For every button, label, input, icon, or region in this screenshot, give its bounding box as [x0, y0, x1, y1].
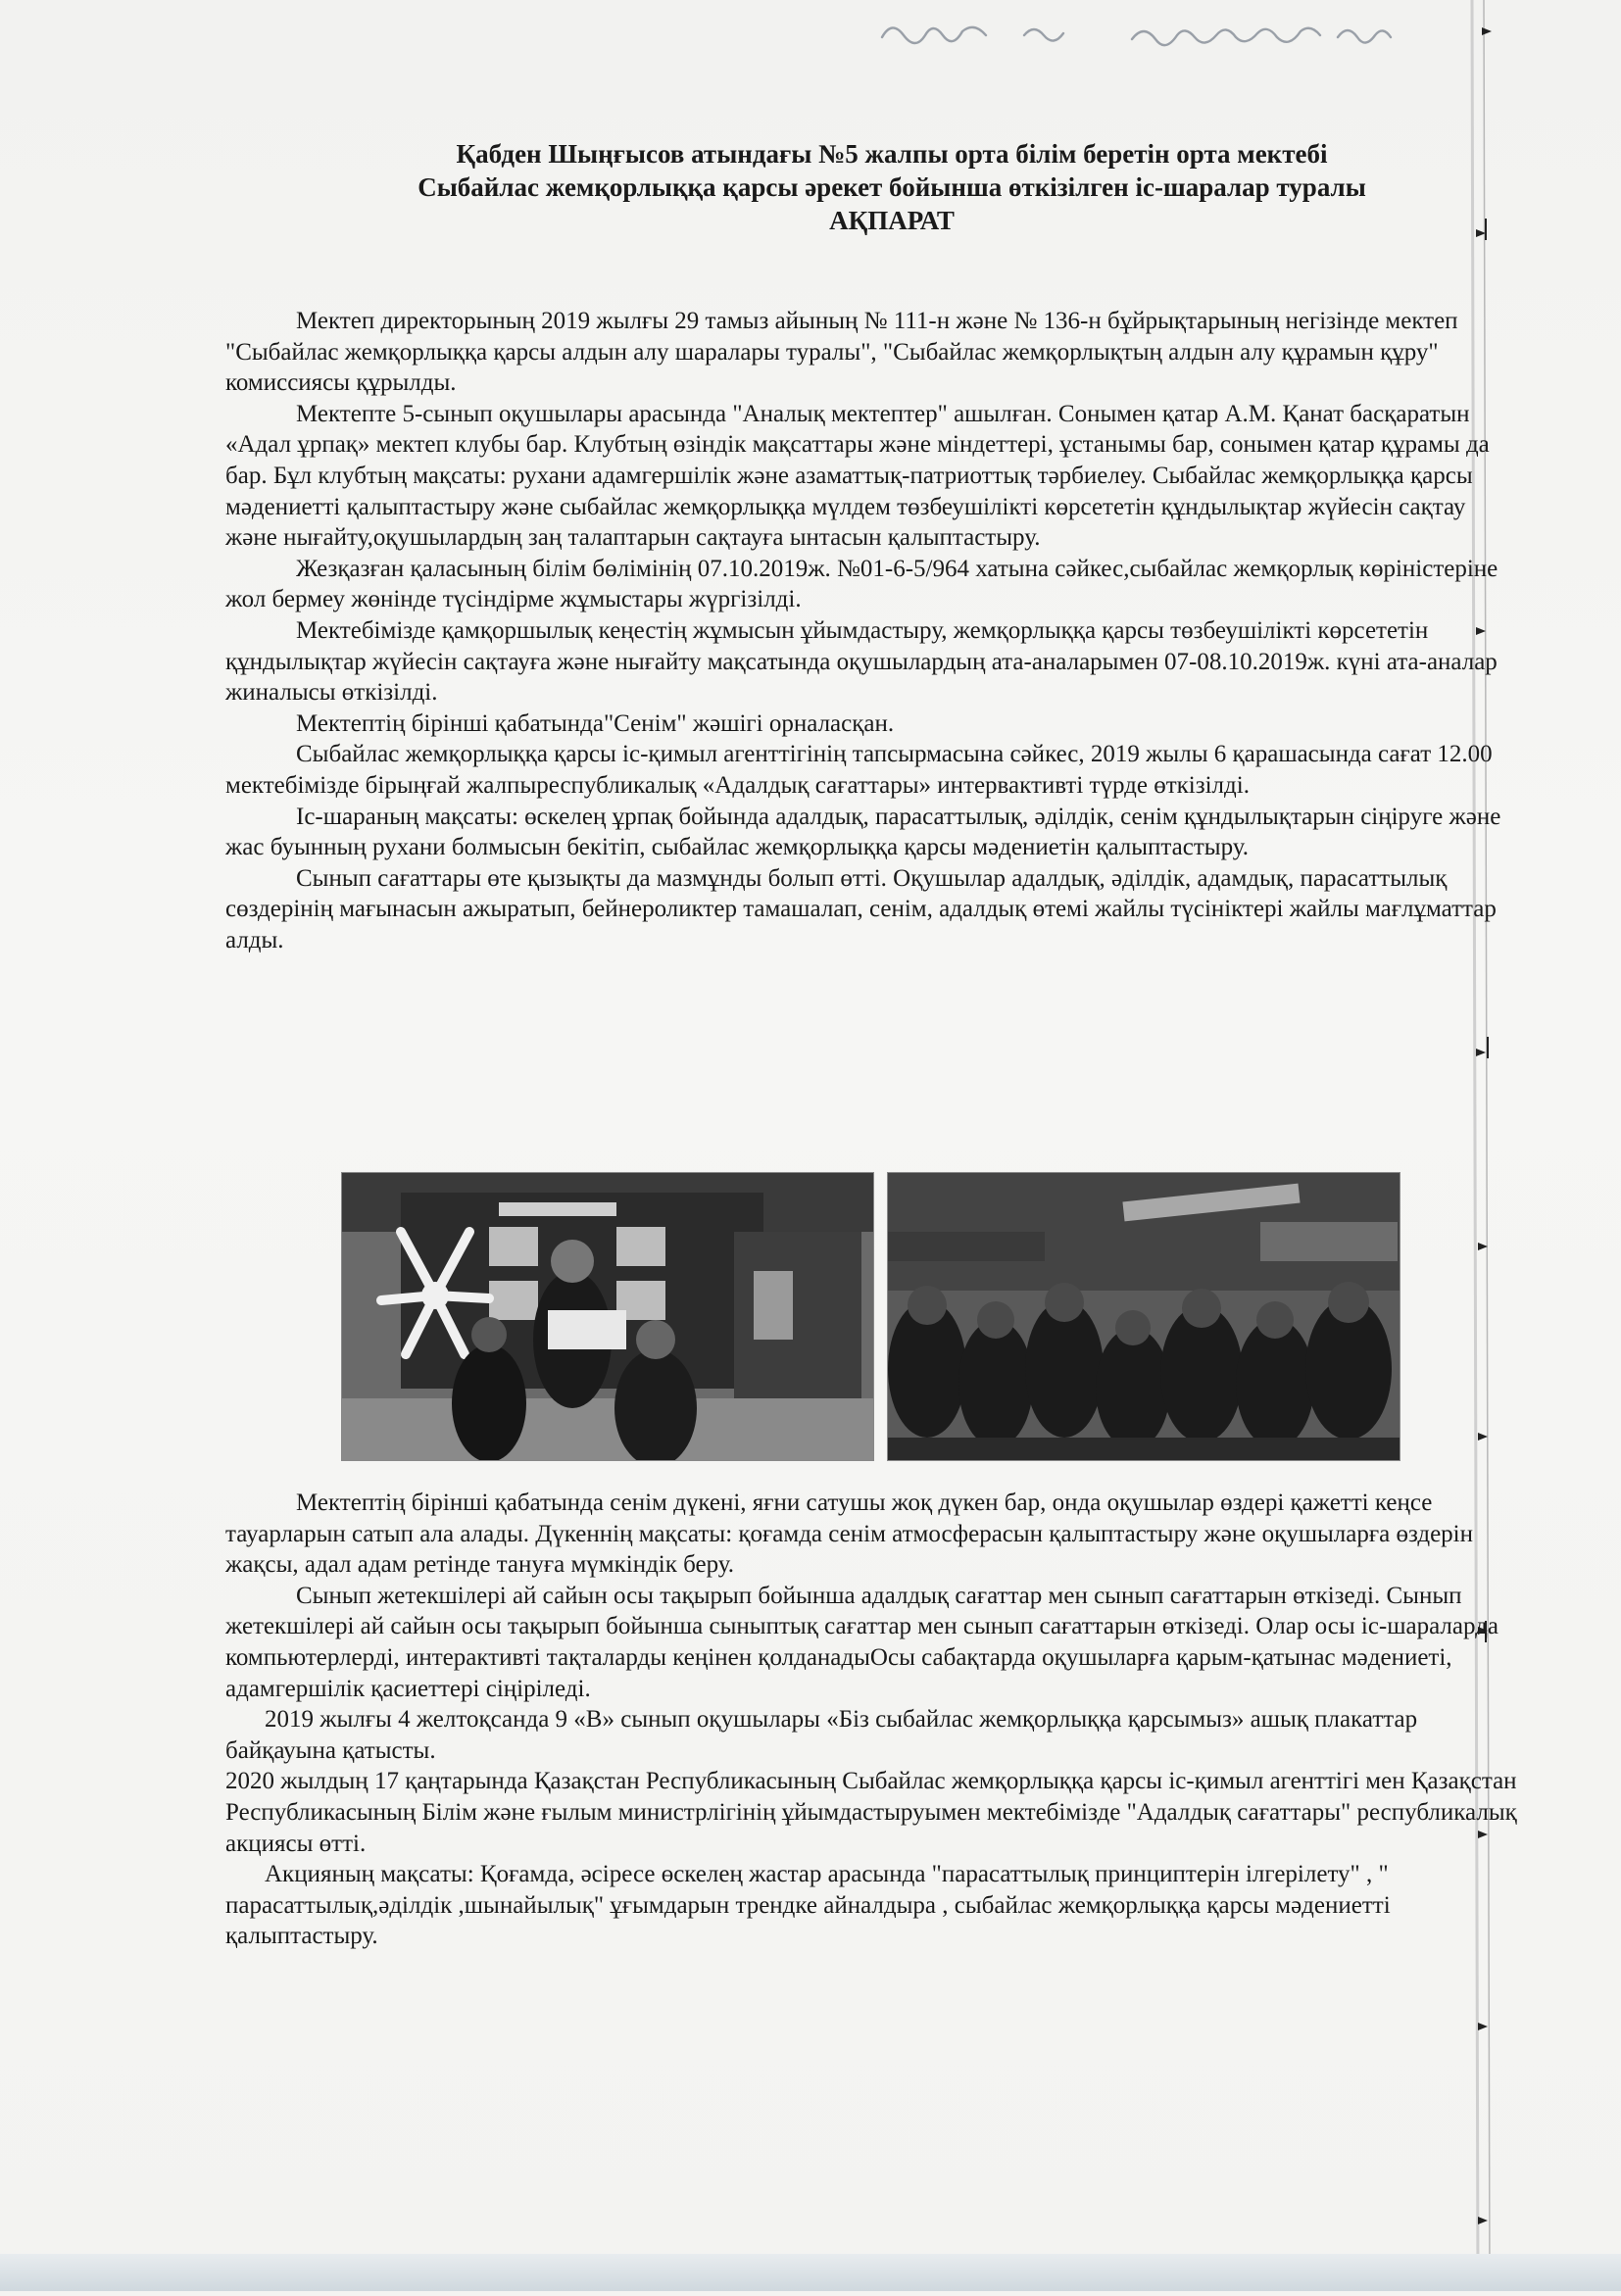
paragraph: Мектеп директорының 2019 жылғы 29 тамыз айының № 111-н және № 136-н бұйрықтарының негізінде мектеп "Сыбайлас жемқорлыққа қарсы алдын алу шаралары туралы", "Сыбайлас жемқорлықтың алдын алу құрамын құру" комиссиясы құрылды.	[225, 308, 1458, 397]
paragraph: Сынып жетекшілері ай сайын осы тақырып бойынша адалдық сағаттар мен сынып сағаттарын өткізеді. Сынып жетекшілері ай сайын осы тақырып бойынша сыныптық сағаттар мен сынып сағаттарын өткізеді. Олар осы іс-шараларда компьютерлерді, интерактивті тақталарды кеңінен қолданадыОсы сабақтарда оқушыларға қарым-қатынас мәдениеті, адамгершілік қасиеттері сіңіріледі.	[225, 1582, 1498, 1702]
document-subject: Сыбайлас жемқорлыққа қарсы әрекет бойынша өткізілген іс-шаралар туралы	[418, 172, 1366, 202]
paragraph: Акцияның мақсаты: Қоғамда, әсіресе өскелең жастар арасында "парасаттылық принциптерін ілгерілету" , " парасаттылық,әділдік ,шынайылық" ұғымдарын трендке айналдыра , сыбайлас жемқорлыққа қарсы мәдениетті қалыптастыру.	[225, 1861, 1391, 1950]
body-section-2	[225, 1488, 1519, 1952]
event-photo-crowd	[887, 1172, 1400, 1461]
document-header	[294, 137, 1490, 237]
body-section-1	[225, 306, 1519, 955]
paragraph: Мектептің бірінші қабатында"Сенім" жәшігі орналасқан.	[296, 709, 895, 737]
paragraph: Сынып сағаттары өте қызықты да мазмұнды болып өтті. Оқушылар адалдық, әділдік, адамдық, парасаттылық сөздерінің мағынасын ажыратып, бейнероликтер тамашалап, сенім, адалдық өтемі жайлы түсініктері жайлы мағлұматтар алды.	[225, 864, 1497, 953]
paragraph: Мектептің бірінші қабатында сенім дүкені, яғни сатушы жоқ дүкен бар, онда оқушылар өздері қажетті кеңсе тауарларын сатып ала алады. Дүкеннің мақсаты: қоғамда сенім атмосферасын қалыптастыру және оқушыларға өздерін жақсы, адал адам ретінде тануға мүмкіндік беру.	[225, 1490, 1474, 1579]
paragraph: Мектепте 5-сынып оқушылары арасында "Аналық мектептер" ашылған. Сонымен қатар А.М. Қанат басқаратын «Адал ұрпақ» мектеп клубы бар. Клубтың өзіндік мақсаттары және міндеттері, ұстанымы бар, сонымен қатар құрамы да бар. Бұл клубтың мақсаты: рухани адамгершілік және азаматтық-патриоттық тәрбиелеу. Сыбайлас жемқорлыққа қарсы мәдениетті қалыптастыру және сыбайлас жемқорлыққа мүлдем төзбеушілікті көрсететін құндылықтар жүйесін сақтау және нығайту,оқушылардың заң талаптарын сақтауға ынтасын қалыптастыру.	[225, 400, 1490, 552]
scan-edge	[0, 2254, 1621, 2291]
paragraph: 2019 жылғы 4 желтоқсанда 9 «В» сынып оқушылары «Біз сыбайлас жемқорлыққа қарсымыз» ашық плакаттар байқауына қатысты.	[225, 1706, 1418, 1764]
paragraph: Іс-шараның мақсаты: өскелең ұрпақ бойында адалдық, парасаттылық, әділдік, сенім құндылықтарын сіңіруге және жас буынның рухани болмысын бекітіп, сыбайлас жемқорлыққа қарсы мәдениетін қалыптастыру.	[225, 803, 1501, 861]
event-photo-presentation	[341, 1172, 874, 1461]
school-name: Қабден Шыңғысов атындағы №5 жалпы орта білім беретін орта мектебі	[456, 139, 1328, 169]
handwritten-annotation	[877, 8, 1426, 55]
paragraph: Мектебімізде қамқоршылық кеңестің жұмысын ұйымдастыру, жемқорлыққа қарсы төзбеушілікті көрсететін құндылықтар жүйесін сақтауға және нығайту мақсатында оқушылардың ата-аналарымен 07-08.10.2019ж. күні ата-аналар жиналысы өткізілді.	[225, 616, 1498, 707]
paragraph: Жезқазған қаласының білім бөлімінің 07.10.2019ж. №01-6-5/964 хатына сәйкес,сыбайлас жемқорлық көріністеріне жол бермеу жөнінде түсіндірме жұмыстары жүргізілді.	[225, 555, 1498, 613]
document-title: АҚПАРАТ	[829, 206, 955, 235]
paragraph: Сыбайлас жемқорлыққа қарсы іс-қимыл агенттігінің тапсырмасына сәйкес, 2019 жылы 6 қарашасында сағат 12.00 мектебімізде бірыңғай жалпыреспубликалық «Адалдық сағаттары» интервактивті түрде өткізілді.	[225, 741, 1493, 799]
paragraph: 2020 жылдың 17 қаңтарында Қазақстан Республикасының Сыбайлас жемқорлыққа қарсы іс-қимыл агенттігі мен Қазақстан Республикасының Білім және ғылым министрлігінің ұйымдастыруымен мектебімізде "Адалдық сағаттары" республикалық акциясы өтті.	[225, 1768, 1517, 1857]
